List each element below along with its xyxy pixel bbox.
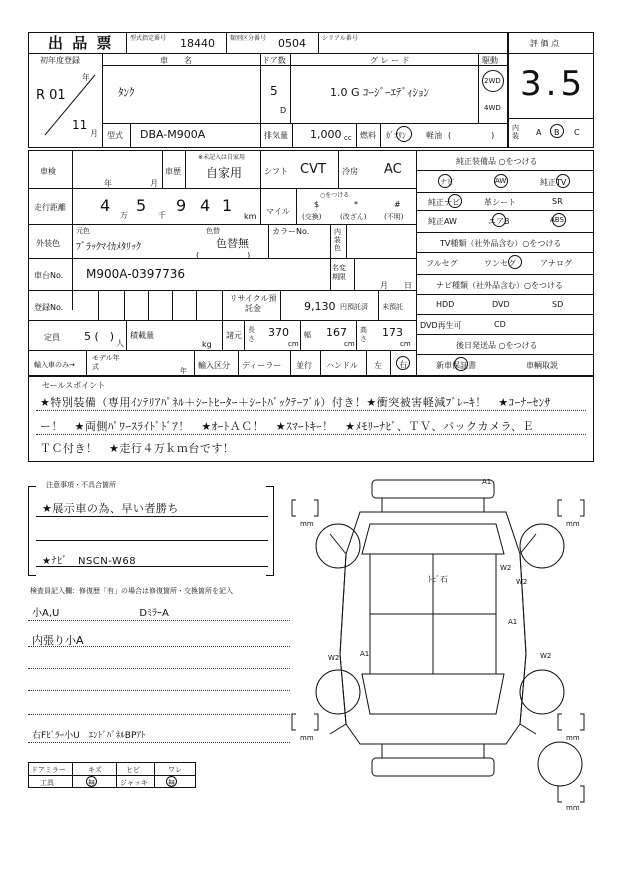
- later-title: 後日発送品 ○をつける: [456, 341, 538, 350]
- interior-c: C: [574, 128, 580, 137]
- color-label: 外装色: [36, 239, 60, 248]
- tools-crack: ヒビ: [126, 766, 140, 774]
- diag-w2-a: W2: [500, 564, 512, 572]
- mileage-c1s: (交換): [302, 213, 322, 221]
- chassis-month: 月: [380, 281, 388, 290]
- import-model-year: モデル年式: [92, 354, 120, 371]
- height-unit: cm: [400, 340, 411, 348]
- tools-break: ワレ: [168, 766, 182, 774]
- mileage-circle-note: ○をつける: [320, 192, 350, 199]
- color-no-label: カラーNo.: [272, 227, 310, 236]
- diag-a1-top: A1: [482, 478, 492, 486]
- notes-line1: ★展示車の為、早い者勝ち: [42, 502, 179, 515]
- interior-a: A: [536, 128, 542, 137]
- interior-b: B: [554, 128, 560, 137]
- color-orig-label: 元色: [76, 227, 90, 235]
- interior-label: 内装: [512, 124, 519, 140]
- class-no-label: 類別区分番号: [230, 35, 267, 42]
- color-interior-label: 内装色: [334, 228, 341, 252]
- fuel-paren: ( ): [448, 131, 495, 140]
- diag-mm-5: mm: [566, 804, 580, 812]
- sales-points-label: セールスポイント: [42, 381, 106, 390]
- diag-mm-1: mm: [300, 520, 314, 528]
- mileage-d4: 4: [200, 196, 211, 215]
- drive-2wd: 2WD: [484, 77, 501, 85]
- equip-leather: 革シート: [484, 198, 516, 207]
- import-handle: ハンドル: [326, 361, 358, 370]
- class-no: 0504: [278, 37, 306, 50]
- mileage-c3s: (不明): [384, 213, 404, 221]
- mileage-label: 走行距離: [34, 203, 66, 212]
- mileage-c1: $: [314, 200, 320, 209]
- height-label: 高さ: [360, 326, 367, 343]
- navi-dvd: DVD: [492, 300, 510, 309]
- import-right: 右: [399, 360, 407, 369]
- length-label: 長さ: [248, 326, 255, 343]
- mileage-d3: 9: [176, 196, 187, 215]
- width-unit: cm: [344, 340, 355, 348]
- first-reg-month: 11: [72, 118, 88, 132]
- mileage-unit: km: [244, 212, 257, 221]
- sales-point-line3: ＴＣ付き！ ★走行４万ｋｍ台です！: [40, 442, 235, 455]
- equip-genuine-navi: 純正ナビ: [428, 198, 460, 207]
- import-label: 輸入車のみ→: [34, 361, 75, 369]
- height-value: 173: [382, 326, 403, 339]
- equip-sr: SR: [552, 197, 563, 206]
- diag-a1-left: A1: [360, 650, 370, 658]
- fuel-gas-circle: [396, 126, 412, 142]
- fuel-gas: ｶﾞｿﾘﾝ: [386, 131, 406, 140]
- inspection-year: 年: [104, 179, 112, 188]
- mileage-d5: 1: [222, 196, 233, 215]
- shift-label: シフト: [264, 167, 288, 176]
- year-unit: 年: [82, 73, 90, 82]
- navi-sd: SD: [552, 300, 564, 309]
- shift-value: CVT: [300, 162, 326, 177]
- chassis-expiry: 名変期限: [332, 264, 346, 281]
- diag-w2-right: W2: [540, 652, 552, 660]
- mileage-c2: *: [354, 200, 358, 209]
- inspector-line2: 内張り小A: [32, 634, 84, 647]
- recycle-suffix: 円預託済: [340, 303, 368, 311]
- length-unit: cm: [288, 340, 299, 348]
- equip-aw: AW: [495, 177, 507, 185]
- inspector-label: 検査員記入欄：修復歴「有」の場合は修復箇所・交換箇所を記入: [30, 587, 233, 595]
- mileage-sen: 千: [158, 211, 166, 220]
- import-dealer: ディーラー: [242, 361, 282, 370]
- score-value: 3.5: [520, 64, 587, 104]
- serial-label: シリアル番号: [322, 35, 358, 42]
- mileage-man: 万: [120, 211, 128, 220]
- history-value: 自家用: [206, 166, 243, 180]
- dims-label: 諸元: [226, 331, 242, 340]
- tools-tool: 工具: [40, 779, 54, 787]
- tools-mirror: ドアミラー: [31, 766, 66, 774]
- first-reg-era: R 01: [36, 88, 66, 103]
- color-change-label: 色替: [206, 227, 220, 235]
- import-class: 輸入区分: [198, 361, 230, 370]
- length-value: 370: [268, 326, 289, 339]
- diag-mm-4: mm: [566, 734, 580, 742]
- inspection-month: 月: [150, 179, 158, 188]
- import-year: 年: [180, 367, 187, 375]
- tv-oneseg: ワンセグ: [484, 259, 516, 268]
- equip-navi: ナビ: [440, 178, 454, 186]
- diag-a1-right: A1: [508, 618, 518, 626]
- sales-point-line2: ー！ ★両側ﾊﾟﾜｰｽﾗｲﾄﾞﾄﾞｱ！ ★ｵｰﾄＡＣ！ ★ｽﾏｰﾄｷｰ！ ★ﾒﾓﾘｰﾅﾋﾞ、ＴＶ、バックカメラ、Ｅ: [40, 420, 535, 433]
- notes-label: 注意事項・不具合箇所: [46, 481, 116, 489]
- import-parallel: 並行: [296, 361, 312, 370]
- drive-4wd: 4WD: [484, 104, 501, 112]
- later-warranty: 新車保証書: [436, 361, 476, 370]
- car-name-label: 車 名: [160, 56, 192, 65]
- sales-point-line1: ★特別装備（専用ｲﾝﾃﾘｱﾊﾟﾈﾙ＋ｼｰﾄﾋｰﾀｰ＋ｼｰﾄﾊﾞｯｸﾃｰﾌﾞﾙ）付き！★衝突被害軽減ﾌﾞﾚｰｷ！ ★ｺｰﾅｰｾﾝｻ: [40, 396, 551, 409]
- reg-no-label: 登録No.: [34, 303, 64, 312]
- doors-label: ドア数: [262, 56, 286, 65]
- equip-genuine-aw: 純正AW: [428, 217, 457, 226]
- inspection-label: 車検: [40, 167, 56, 176]
- chassis-day: 日: [404, 281, 412, 290]
- recycle-label: リサイクル預託金: [229, 294, 277, 313]
- import-left: 左: [374, 361, 382, 370]
- diag-tobi: ﾄﾋﾞ石: [428, 575, 448, 584]
- diag-mm-3: mm: [300, 734, 314, 742]
- diag-w2-left: W2: [328, 654, 340, 662]
- load-unit: kg: [202, 340, 212, 349]
- navi-dvd-play: DVD再生可: [420, 321, 462, 330]
- displacement-value: 1,000: [310, 128, 342, 141]
- mileage-c2s: (改ざん): [340, 213, 367, 221]
- capacity-label: 定員: [44, 333, 60, 342]
- navi-cd: CD: [494, 320, 506, 329]
- recycle-not: 未預託: [382, 303, 403, 311]
- doors-value: 5: [270, 84, 278, 98]
- diag-mm-2: mm: [566, 520, 580, 528]
- width-value: 167: [326, 326, 347, 339]
- chassis-value: M900A-0397736: [86, 267, 185, 281]
- model-label: 型式: [107, 131, 123, 140]
- mileage-d1: 4: [100, 196, 111, 215]
- fuel-label: 燃料: [360, 131, 376, 140]
- ac-label: 冷房: [342, 167, 358, 176]
- equip-abs: ABS: [550, 216, 564, 224]
- grade-value: 1.0 G ｺｰｼﾞｰｴﾃﾞｨｼｮﾝ: [330, 86, 430, 99]
- tv-analog: アナログ: [540, 259, 572, 268]
- form-no-label: 型式指定番号: [130, 35, 167, 42]
- ac-value: AC: [384, 162, 402, 177]
- color-change-value: 色替無: [216, 237, 249, 250]
- tv-title: TV種類（社外品含む）○をつける: [440, 239, 562, 248]
- load-label: 積載量: [130, 331, 154, 340]
- car-name-value: ﾀﾝｸ: [118, 86, 135, 99]
- car-damage-diagram: [290, 474, 590, 814]
- inspector-line3: 右Fﾋﾞﾗｰ小U ｴﾝﾄﾞﾊﾟﾈﾙBPｱﾄ: [32, 731, 146, 741]
- equip-tv: 純正TV: [540, 178, 567, 187]
- displacement-label: 排気量: [264, 131, 288, 140]
- score-label: 評 価 点: [530, 39, 560, 48]
- equip-airbag: エアB: [488, 217, 510, 226]
- capacity-unit: 人: [116, 339, 124, 348]
- capacity-value: 5 ( ): [84, 330, 115, 343]
- history-label: 車歴: [165, 167, 181, 176]
- fuel-diesel: 軽油: [426, 131, 442, 140]
- mileage-d2: 5: [136, 196, 147, 215]
- color-paren: ( ): [196, 251, 251, 260]
- tools-none2: 無: [168, 779, 175, 787]
- diag-w2-b: W2: [516, 578, 528, 586]
- mileage-mile: マイル: [266, 207, 290, 216]
- form-no: 18440: [180, 37, 215, 50]
- later-manual: 車輌取説: [526, 361, 558, 370]
- navi-hdd: HDD: [436, 300, 455, 309]
- tools-jack: ジャッキ: [120, 779, 148, 787]
- equipment-title: 純正装備品 ○をつける: [456, 157, 538, 166]
- first-reg-label: 初年度登録: [40, 56, 80, 65]
- inspector-line1: 小A,U DﾐﾗｰA: [32, 608, 169, 619]
- tools-scratch: キズ: [88, 766, 102, 774]
- form-title: 出 品 票: [48, 34, 114, 52]
- width-label: 幅: [304, 331, 311, 339]
- tv-fullseg: フルセグ: [426, 259, 458, 268]
- color-value: ﾌﾞﾗｯｸﾏｲｶﾒﾀﾘｯｸ: [76, 242, 141, 253]
- chassis-label: 車台No.: [34, 271, 64, 280]
- navi-title: ナビ種類（社外品含む）○をつける: [436, 281, 563, 290]
- doors-sub: D: [280, 106, 287, 115]
- drive-label: 駆動: [482, 56, 498, 65]
- history-note: ※未記入は自家用: [198, 154, 246, 161]
- recycle-value: 9,130: [304, 300, 336, 313]
- notes-line2: ★ﾅﾋﾞ NSCN-W68: [42, 556, 137, 567]
- mileage-c3: #: [394, 200, 401, 209]
- tools-none1: 無: [88, 779, 95, 787]
- month-unit: 月: [90, 129, 98, 138]
- model-value: DBA-M900A: [140, 128, 206, 141]
- grade-label: グ レ ー ド: [370, 56, 410, 65]
- displacement-unit: cc: [344, 134, 352, 142]
